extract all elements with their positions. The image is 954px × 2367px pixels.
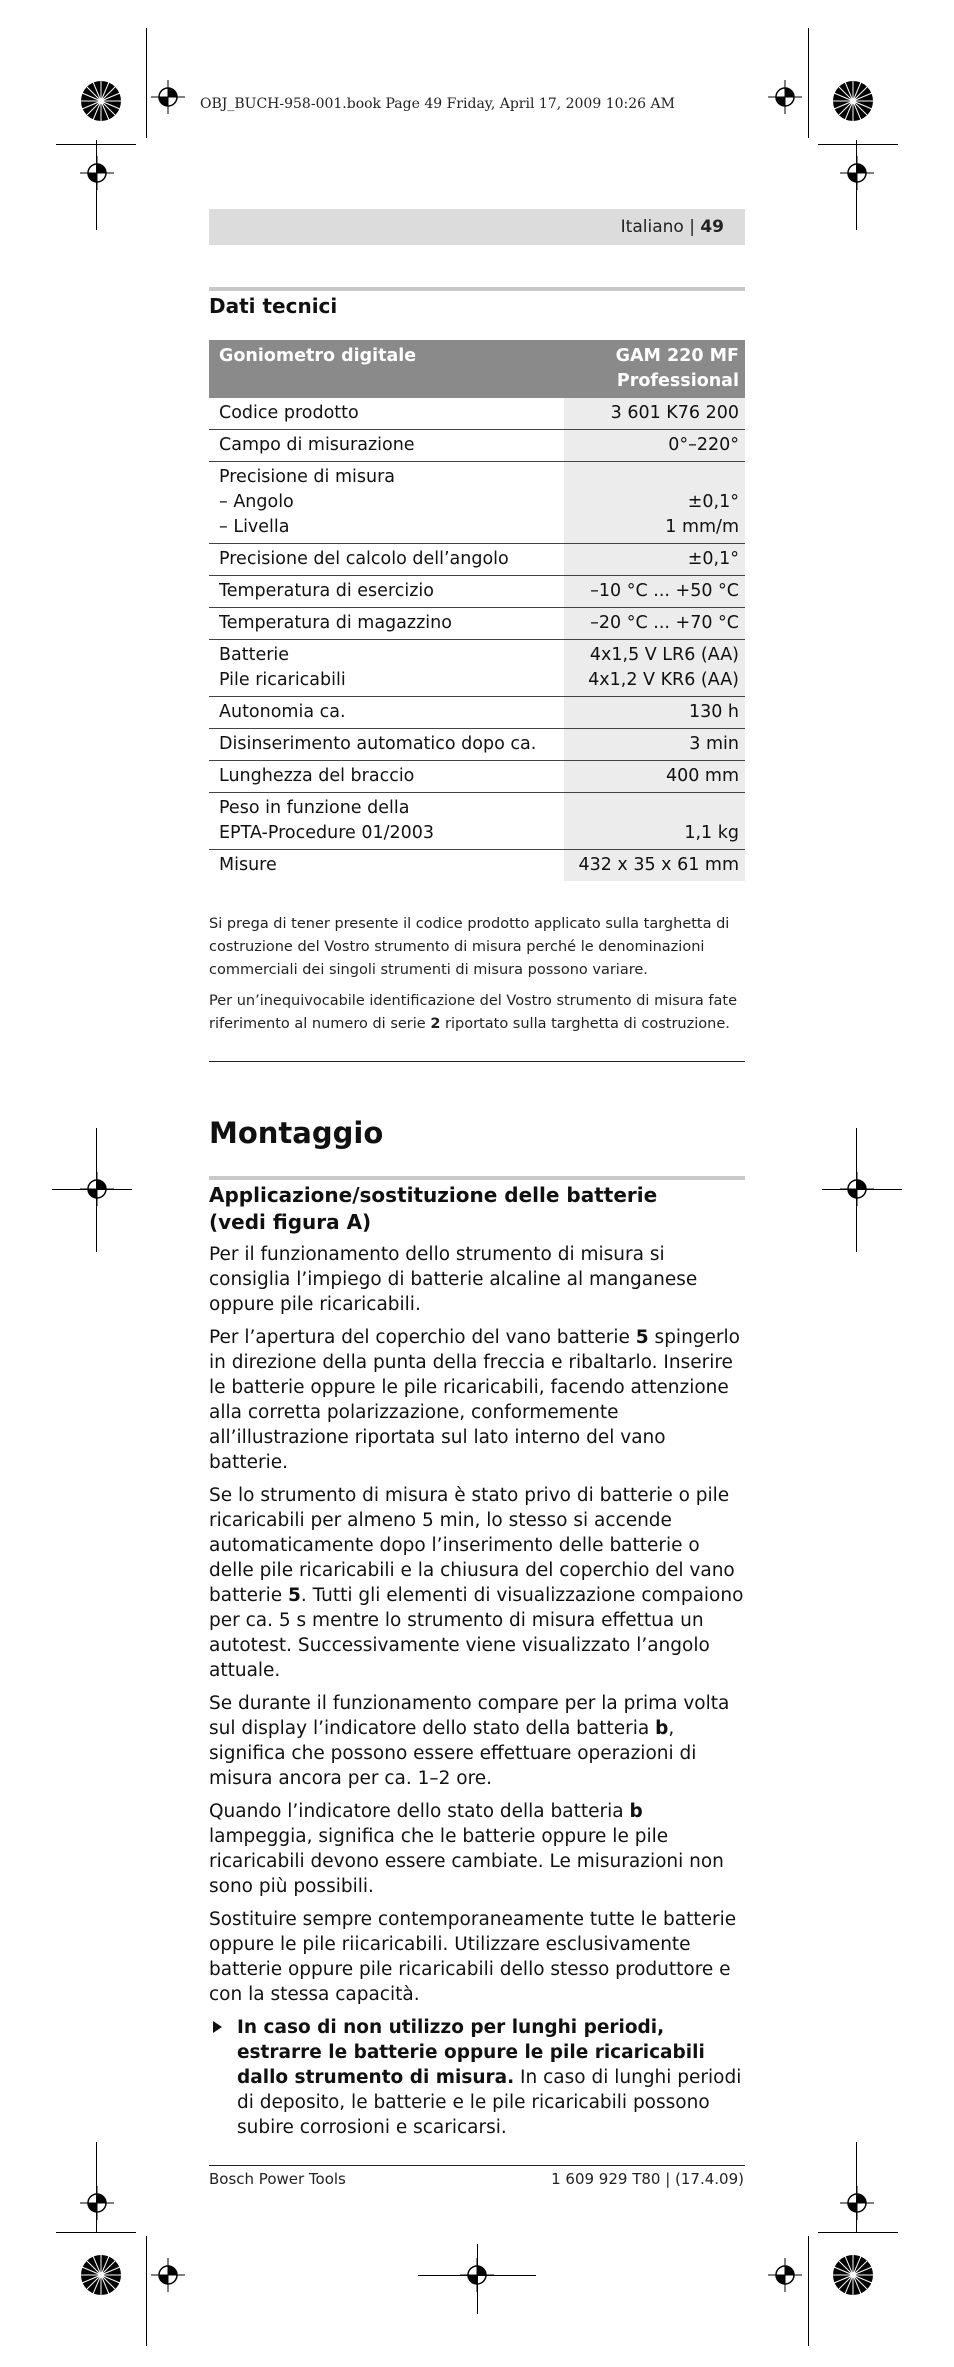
registration-mark-left-lower [80, 2186, 114, 2220]
table-row [209, 430, 745, 462]
bullet-triangle-icon [213, 2021, 222, 2033]
footer-document-code: 1 609 929 T80 | (17.4.09) [551, 2170, 744, 2188]
row-value: 3 min [564, 729, 745, 761]
row-value: 400 mm [564, 761, 745, 793]
registration-mark-right-upper [840, 156, 874, 190]
row-label: Autonomia ca. [209, 697, 564, 729]
row-value: 432 x 35 x 61 mm [564, 850, 745, 882]
table-row [209, 761, 745, 793]
specs-table [209, 340, 745, 881]
page-number: 49 [700, 217, 724, 237]
paragraph: Se lo strumento di misura è stato privo di batterie o pile ricaricabili per almeno 5 min, lo stesso si accende automaticamente dopo l’inserimento delle batterie o delle pile ricaricabili e la chiusura del coperchio del vano batterie 5. Tutti gli elementi di visualizzazione compaiono per ca. 5 s mentre lo strumento di misura effettua un autotest. Successivamente viene visualizzato l’angolo attuale. [209, 1485, 744, 1681]
registration-mark-right-lower [840, 2186, 874, 2220]
crop-mark-left-middle-h [52, 1189, 132, 1190]
specs-bottom-rule [209, 1061, 745, 1062]
specs-header-model: GAM 220 MF [615, 346, 739, 366]
row-label: Temperatura di esercizio [209, 576, 564, 608]
running-header [209, 209, 745, 245]
montaggio-heading: Montaggio [209, 1116, 384, 1150]
crop-mark-bottom-left-h [56, 2232, 136, 2233]
registration-mark-bottom-right [768, 2258, 802, 2292]
table-row [209, 576, 745, 608]
row-label: Disinserimento automatico dopo ca. [209, 729, 564, 761]
row-value: 130 h [564, 697, 745, 729]
row-value: 3 601 K76 200 [564, 398, 745, 430]
print-slug-line: OBJ_BUCH-958-001.book Page 49 Friday, April 17, 2009 10:26 AM [200, 96, 675, 112]
row-label: – Livella [219, 517, 290, 537]
row-label: Precisione del calcolo dell’angolo [209, 544, 564, 576]
crop-mark-left-upper-v [96, 140, 97, 230]
crop-mark-right-upper-v [856, 140, 857, 230]
specs-table-header [209, 340, 745, 398]
battery-instructions [209, 1242, 749, 2148]
warning-bullet: In caso di non utilizzo per lunghi periodi, estrarre le batterie oppure le pile ricaricabili dallo strumento di misura. In caso di lunghi periodi di deposito, le batterie e le pile ricaricabili possono subire corrosioni e scaricarsi. [209, 2015, 749, 2140]
crop-mark-bottom-right-h [818, 2232, 898, 2233]
section-rule-specs [209, 287, 745, 291]
row-label: Precisione di misura [219, 467, 395, 487]
table-row [209, 462, 745, 544]
row-label: Peso in funzione della [219, 798, 410, 818]
registration-mark-top-right [768, 80, 802, 114]
crop-mark-bottom-center-v [477, 2244, 478, 2314]
crop-mark-right-middle-v [856, 1128, 857, 1252]
registration-mark-bottom-left [151, 2258, 185, 2292]
table-row [209, 850, 745, 882]
footer-publisher: Bosch Power Tools [209, 2170, 346, 2188]
paragraph: Se durante il funzionamento compare per la prima volta sul display l’indicatore dello stato della batteria b, significa che possono essere effettuare operazioni di misura ancora per ca. 1–2 ore. [209, 1693, 730, 1789]
row-value: 1,1 kg [684, 823, 739, 843]
row-value: 0°–220° [564, 430, 745, 462]
row-value: –20 °C ... +70 °C [564, 608, 745, 640]
header-language: Italiano | [620, 217, 701, 237]
crop-mark-left-middle-v [96, 1128, 97, 1252]
table-row [209, 640, 745, 697]
table-row [209, 697, 745, 729]
table-row [209, 608, 745, 640]
note-serial-number: Per un’inequivocabile identificazione del Vostro strumento di misura fate riferimento al numero di serie 2 riportato sulla targhetta di costruzione. [209, 993, 738, 1032]
battery-subheading: Applicazione/sostituzione delle batterie (vedi figura A) [209, 1183, 658, 1234]
row-label: Lunghezza del braccio [209, 761, 564, 793]
specs-header-model-suffix: Professional [616, 371, 739, 391]
note-product-code: Si prega di tener presente il codice prodotto applicato sulla targhetta di costruzione del Vostro strumento di misura perché le denominazioni commerciali dei singoli strumenti di misura possono variare. [209, 916, 730, 978]
paragraph: Sostituire sempre contemporaneamente tutte le batterie oppure le pile riicaricabili. Utilizzare esclusivamente batterie oppure pile ricaricabili dello stesso produttore e con la stessa capacità. [209, 1909, 737, 2005]
table-row [209, 729, 745, 761]
specs-heading: Dati tecnici [209, 294, 338, 318]
paragraph: Quando l’indicatore dello stato della batteria b lampeggia, significa che le batterie oppure le pile ricaricabili devono essere cambiate. Le misurazioni non sono più possibili. [209, 1801, 724, 1897]
footer-rule [209, 2165, 745, 2166]
row-label: Misure [219, 855, 277, 875]
star-target-top-right [832, 80, 874, 122]
row-label: Temperatura di magazzino [209, 608, 564, 640]
crop-mark-top-right-v [808, 28, 809, 138]
table-row [209, 398, 745, 430]
paragraph: Per il funzionamento dello strumento di misura si consiglia l’impiego di batterie alcaline al manganese oppure pile ricaricabili. [209, 1244, 698, 1315]
star-target-bottom-right [832, 2254, 874, 2296]
crop-mark-bottom-left-v [146, 2236, 147, 2346]
row-label: Codice prodotto [209, 398, 564, 430]
row-label: – Angolo [219, 492, 294, 512]
crop-mark-left-lower-v [96, 2142, 97, 2232]
crop-mark-top-left-v [146, 28, 147, 138]
specs-header-label: Goniometro digitale [209, 340, 564, 398]
star-target-bottom-left [80, 2254, 122, 2296]
crop-mark-right-middle-h [822, 1189, 902, 1190]
row-value: 1 mm/m [665, 517, 739, 537]
section-rule-batteries [209, 1176, 745, 1180]
registration-mark-top-left [151, 80, 185, 114]
specs-notes [209, 913, 745, 1044]
row-value: ±0,1° [564, 544, 745, 576]
crop-mark-bottom-right-v [808, 2236, 809, 2346]
table-row [209, 793, 745, 850]
star-target-top-left [80, 80, 122, 122]
row-value: 4x1,2 V KR6 (AA) [588, 670, 739, 690]
registration-mark-left-upper [80, 156, 114, 190]
row-value: 4x1,5 V LR6 (AA) [589, 645, 739, 665]
row-value: ±0,1° [687, 492, 739, 512]
row-label: EPTA-Procedure 01/2003 [219, 823, 435, 843]
paragraph: Per l’apertura del coperchio del vano batterie 5 spingerlo in direzione della punta della freccia e ribaltarlo. Inserire le batterie oppure le pile ricaricabili, facendo attenzione alla corretta polarizzazione, conformemente all’illustrazione riportata sul lato interno del vano batterie. [209, 1327, 740, 1473]
row-label: Batterie [219, 645, 290, 665]
row-label: Campo di misurazione [209, 430, 564, 462]
row-label: Pile ricaricabili [219, 670, 346, 690]
crop-mark-right-lower-v [856, 2142, 857, 2232]
crop-mark-top-right-h [818, 144, 898, 145]
table-row [209, 544, 745, 576]
row-value: –10 °C ... +50 °C [564, 576, 745, 608]
